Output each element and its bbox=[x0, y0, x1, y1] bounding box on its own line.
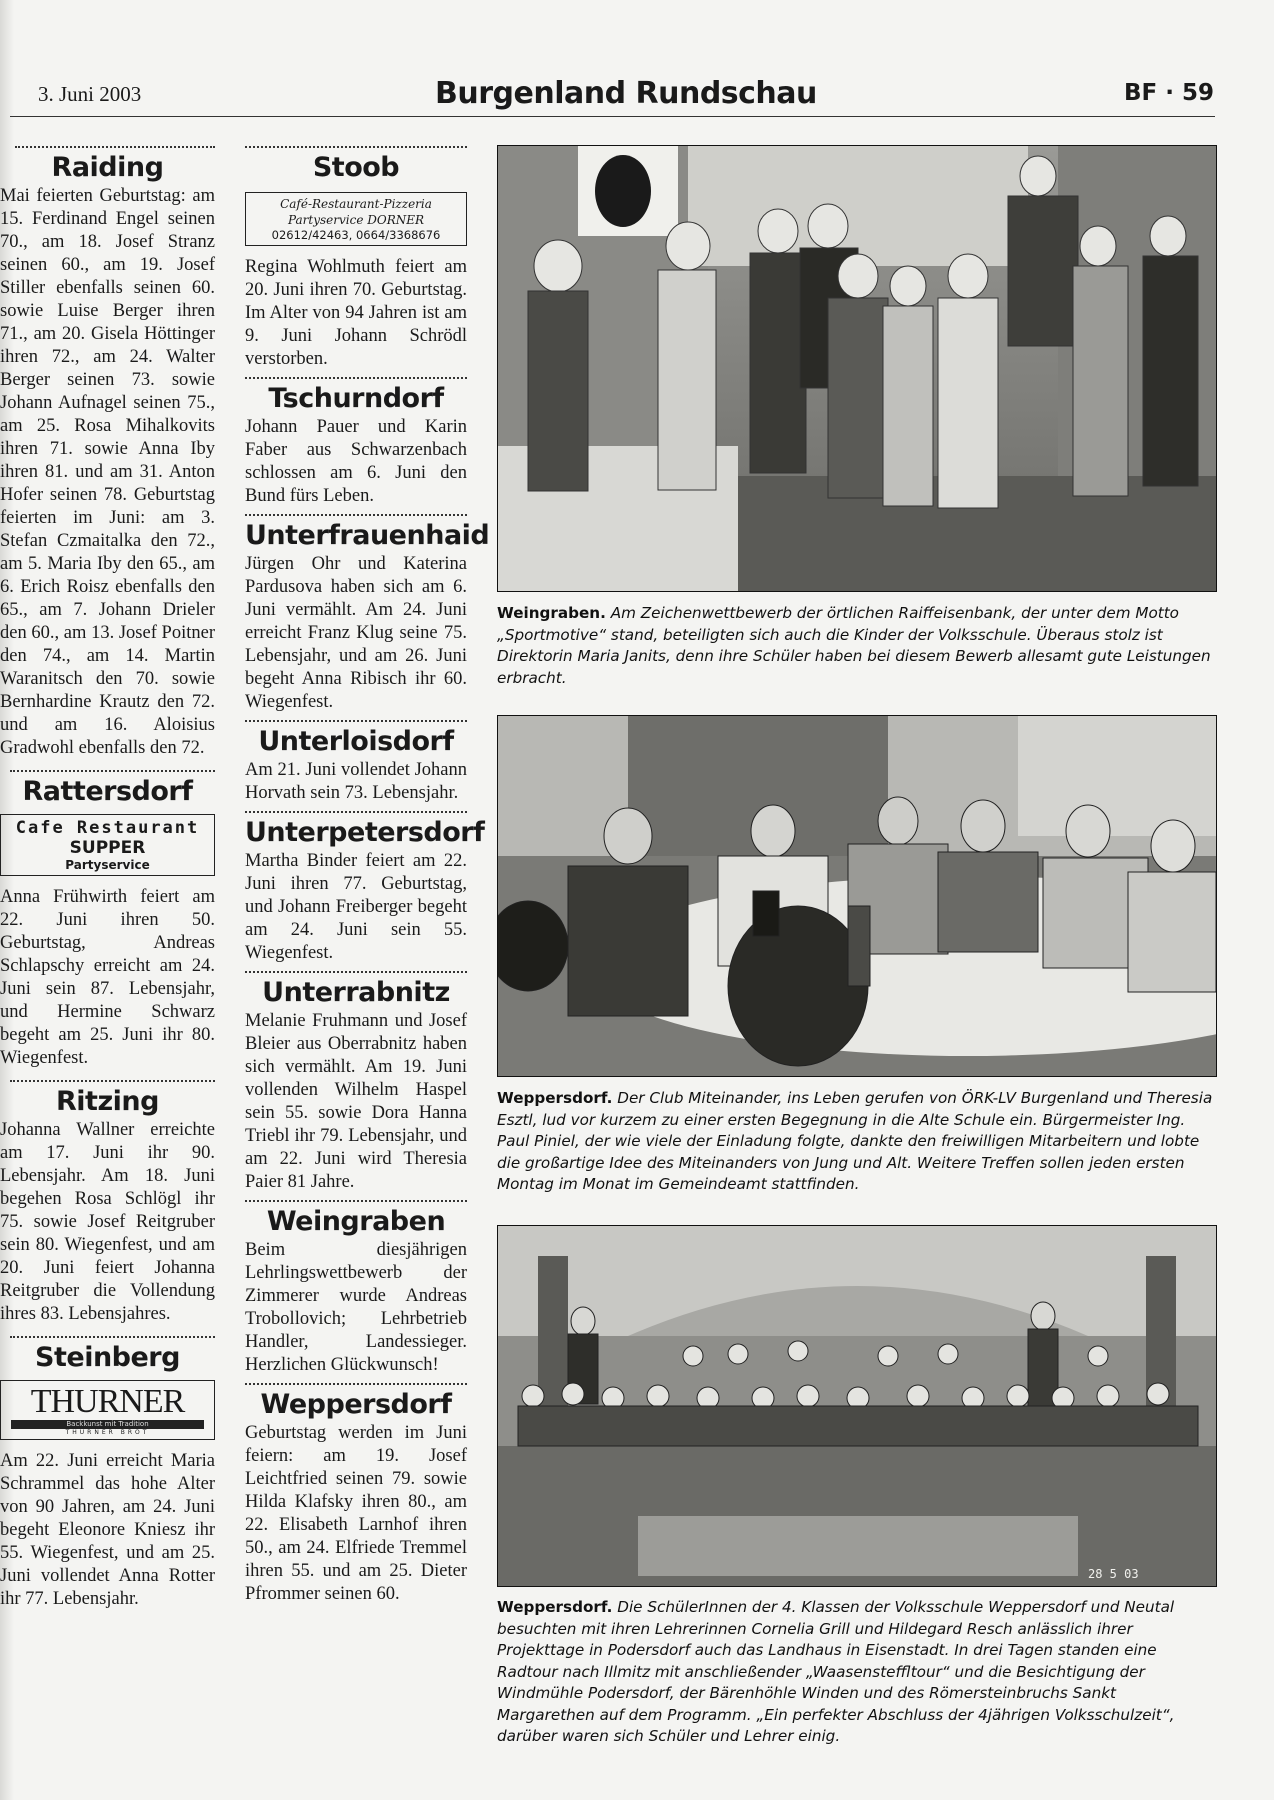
article-stoob: Regina Wohlmuth feiert am 20. Juni ihren 70. Geburtstag. Im Alter von 94 Jahren ist am 9. Juni Johann Schrödl verstorben. bbox=[245, 257, 467, 369]
divider bbox=[245, 377, 467, 379]
photo-weppersdorf-landhaus bbox=[497, 1225, 1217, 1587]
article-unterloisdorf: Am 21. Juni vollendet Johann Horvath sein 73. Lebensjahr. bbox=[245, 760, 467, 803]
town-heading-weppersdorf: Weppersdorf bbox=[260, 1389, 452, 1420]
photo-weppersdorf-club bbox=[497, 715, 1217, 1077]
ad-thurner-small: THURNER BROT bbox=[65, 1429, 150, 1436]
town-heading-tschurndorf: Tschurndorf bbox=[268, 383, 444, 414]
caption-3-text: Die SchülerInnen der 4. Klassen der Volksschule Weppersdorf und Neutal besuchten mit ihren Lehrerinnen Cornelia Grill und Hildegard Resch anlässlich ihrer Projekttage in Podersdorf auch das Landhaus in Eisenstadt. In drei Tagen standen eine Radtour nach Illmitz mit anschließender „Waasensteffltour“ und die Besichtigung der Windmühle Podersdorf, der Bärenhöhle Winden und des Römersteinbruchs Sankt Margarethen auf dem Programm. „Ein perfekter Abschluss der 4jährigen Volksschulzeit“, darüber waren sich Schüler und Lehrer einig. bbox=[497, 1598, 1175, 1745]
article-unterrabnitz: Melanie Fruhmann und Josef Bleier aus Oberrabnitz haben sich vermählt. Am 19. Juni vollenden Wilhelm Haspel sein 55. sowie Dora Hanna Triebl ihr 79. Lebensjahr, und am 22. Juni wird Theresia Paier 81 Jahre. bbox=[245, 1011, 467, 1192]
ad-cafe-supper bbox=[0, 814, 215, 876]
divider bbox=[245, 1383, 467, 1385]
ad-thurner-tagline: Backkunst mit Tradition bbox=[11, 1420, 204, 1429]
caption-3-lead: Weppersdorf. bbox=[497, 1598, 613, 1616]
photo-date-stamp: 28 5 03 bbox=[1088, 1567, 1139, 1581]
town-heading-steinberg: Steinberg bbox=[35, 1342, 180, 1373]
article-weingraben: Beim diesjährigen Lehrlingswettbewerb der Zimmerer wurde Andreas Trobollovich; Lehrbetrieb Handler, Landessieger. Herzlichen Glückwunsch! bbox=[245, 1240, 467, 1375]
article-raiding: Mai feierten Geburtstag: am 15. Ferdinand Engel seinen 70., am 18. Josef Stranz seinen 60., am 19. Josef Stiller ebenfalls seinen 60. sowie Luise Berger ihren 71., am 20. Gisela Höttinger ihren 72., am 24. Walter Berger seinen 73. sowie Johann Aufnagel seinen 75., am 25. Rosa Mihalkovits ihren 71. sowie Anna Iby ihren 81. und am 31. Anton Hofer seinen 78. Geburtstag feierten im Juni: am 3. Stefan Czmaitalka den 72., am 5. Maria Iby den 65., am 6. Erich Roisz ebenfalls den 65., am 7. Johann Drieler den 60., am 13. Josef Poitner den 74., am 14. Martin Waranitsch den 70. sowie Bernhardine Krautz den 72. und am 16. Aloisius Gradwohl ebenfalls den 72. bbox=[0, 186, 215, 758]
article-steinberg: Am 22. Juni erreicht Maria Schrammel das hohe Alter von 90 Jahren, am 24. Juni begeht Eleonore Kniesz ihr 55. Wiegenfest, und am 25. Juni vollendet Anna Rotter ihr 77. Lebensjahr. bbox=[0, 1451, 215, 1609]
town-heading-unterpetersdorf: Unterpetersdorf bbox=[245, 817, 485, 848]
ad-dorner-name: Café-Restaurant-Pizzeria Partyservice DORNER bbox=[280, 197, 432, 227]
caption-photo-1 bbox=[497, 603, 1215, 689]
ad-supper-line2: SUPPER bbox=[69, 838, 146, 858]
divider bbox=[15, 146, 215, 148]
photo-weingraben-children bbox=[497, 145, 1217, 592]
ad-dorner-phone: 02612/42463, 0664/3368676 bbox=[271, 228, 441, 242]
divider bbox=[10, 1080, 215, 1082]
ad-thurner-name: THURNER bbox=[30, 1383, 185, 1420]
newspaper-title: Burgenland Rundschau bbox=[435, 76, 817, 111]
caption-1-lead: Weingraben. bbox=[497, 604, 606, 622]
column-1 bbox=[0, 140, 215, 1611]
divider bbox=[245, 1200, 467, 1202]
article-tschurndorf: Johann Pauer und Karin Faber aus Schwarzenbach schlossen am 6. Juni den Bund fürs Leben. bbox=[245, 417, 467, 506]
ad-supper-line3: Partyservice bbox=[65, 858, 150, 872]
caption-2-text: Der Club Miteinander, ins Leben gerufen von ÖRK-LV Burgenland und Theresia Esztl, lud vor kurzem zu einer ersten Begegnung in die Alte Schule ein. Bürgermeister Ing. Paul Piniel, der wie viele der Einladung folgte, dankte den freiwilligen Mitarbeitern und lobte die großartige Idee des Miteinanders von Jung und Alt. Weitere Treffen sollen jeden ersten Montag im Monat im Gemeindeamt stattfinden. bbox=[497, 1089, 1213, 1193]
issue-date: 3. Juni 2003 bbox=[38, 82, 142, 106]
ad-thurner bbox=[0, 1380, 215, 1440]
caption-2-lead: Weppersdorf. bbox=[497, 1089, 613, 1107]
header-rule bbox=[10, 116, 1215, 117]
divider bbox=[245, 146, 467, 148]
town-heading-unterloisdorf: Unterloisdorf bbox=[258, 726, 454, 757]
caption-photo-2 bbox=[497, 1088, 1215, 1196]
article-unterpetersdorf: Martha Binder feiert am 22. Juni ihren 77. Geburtstag, und Johann Freiberger begeht am 24. Juni sein 55. Wiegenfest. bbox=[245, 851, 467, 963]
town-heading-ritzing: Ritzing bbox=[56, 1086, 159, 1117]
town-heading-stoob: Stoob bbox=[312, 152, 400, 183]
divider bbox=[10, 770, 215, 772]
ad-supper-line1: Cafe Restaurant bbox=[15, 818, 200, 838]
ad-cafe-dorner bbox=[245, 192, 467, 246]
article-unterfrauenhaid: Jürgen Ohr und Katerina Pardusova haben sich am 6. Juni vermählt. Am 24. Juni erreicht Franz Klug seine 75. Lebensjahr, und am 26. Juni begeht Anna Ribisch ihr 60. Wiegenfest. bbox=[245, 554, 467, 712]
photo-children-drawing bbox=[498, 146, 1216, 591]
photo-landhaus-drawing bbox=[498, 1226, 1216, 1586]
divider bbox=[245, 971, 467, 973]
page-number: BF · 59 bbox=[1123, 80, 1214, 106]
caption-photo-3 bbox=[497, 1597, 1215, 1748]
town-heading-raiding: Raiding bbox=[51, 152, 164, 183]
town-heading-rattersdorf: Rattersdorf bbox=[22, 776, 193, 807]
article-rattersdorf: Anna Frühwirth feiert am 22. Juni ihren 50. Geburtstag, Andreas Schlapschy erreicht am 24. Juni sein 87. Lebensjahr, und Hermine Schwarz begeht am 25. Juni ihr 80. Wiegenfest. bbox=[0, 887, 215, 1068]
town-heading-unterfrauenhaid: Unterfrauenhaid bbox=[245, 520, 490, 551]
divider bbox=[10, 1336, 215, 1338]
divider bbox=[245, 811, 467, 813]
caption-1-text: Am Zeichenwettbewerb der örtlichen Raiffeisenbank, der unter dem Motto „Sportmotive“ stand, beteiligten sich auch die Kinder der Volksschule. Überaus stolz ist Direktorin Maria Janits, denn ihre Schüler haben bei diesem Bewerb allesamt gute Leistungen erbracht. bbox=[497, 604, 1211, 687]
town-heading-weingraben: Weingraben bbox=[266, 1206, 446, 1237]
column-2 bbox=[245, 140, 490, 1606]
town-heading-unterrabnitz: Unterrabnitz bbox=[262, 977, 450, 1008]
article-weppersdorf: Geburtstag werden im Juni feiern: am 19. Josef Leichtfried seinen 79. sowie Hilda Klafsky ihren 80., am 22. Elisabeth Larnhof ihren 50., am 24. Elfriede Tremmel ihren 55. und am 25. Dieter Pfrommer seinen 60. bbox=[245, 1423, 467, 1604]
divider bbox=[245, 514, 467, 516]
divider bbox=[245, 720, 467, 722]
photo-club-drawing bbox=[498, 716, 1216, 1076]
article-ritzing: Johanna Wallner erreichte am 17. Juni ihr 90. Lebensjahr. Am 18. Juni begehen Rosa Schlögl ihr 75. sowie Josef Reitgruber sein 80. Wiegenfest, und am 20. Juni feiert Johanna Reitgruber die Vollendung ihres 83. Lebensjahres. bbox=[0, 1120, 215, 1324]
